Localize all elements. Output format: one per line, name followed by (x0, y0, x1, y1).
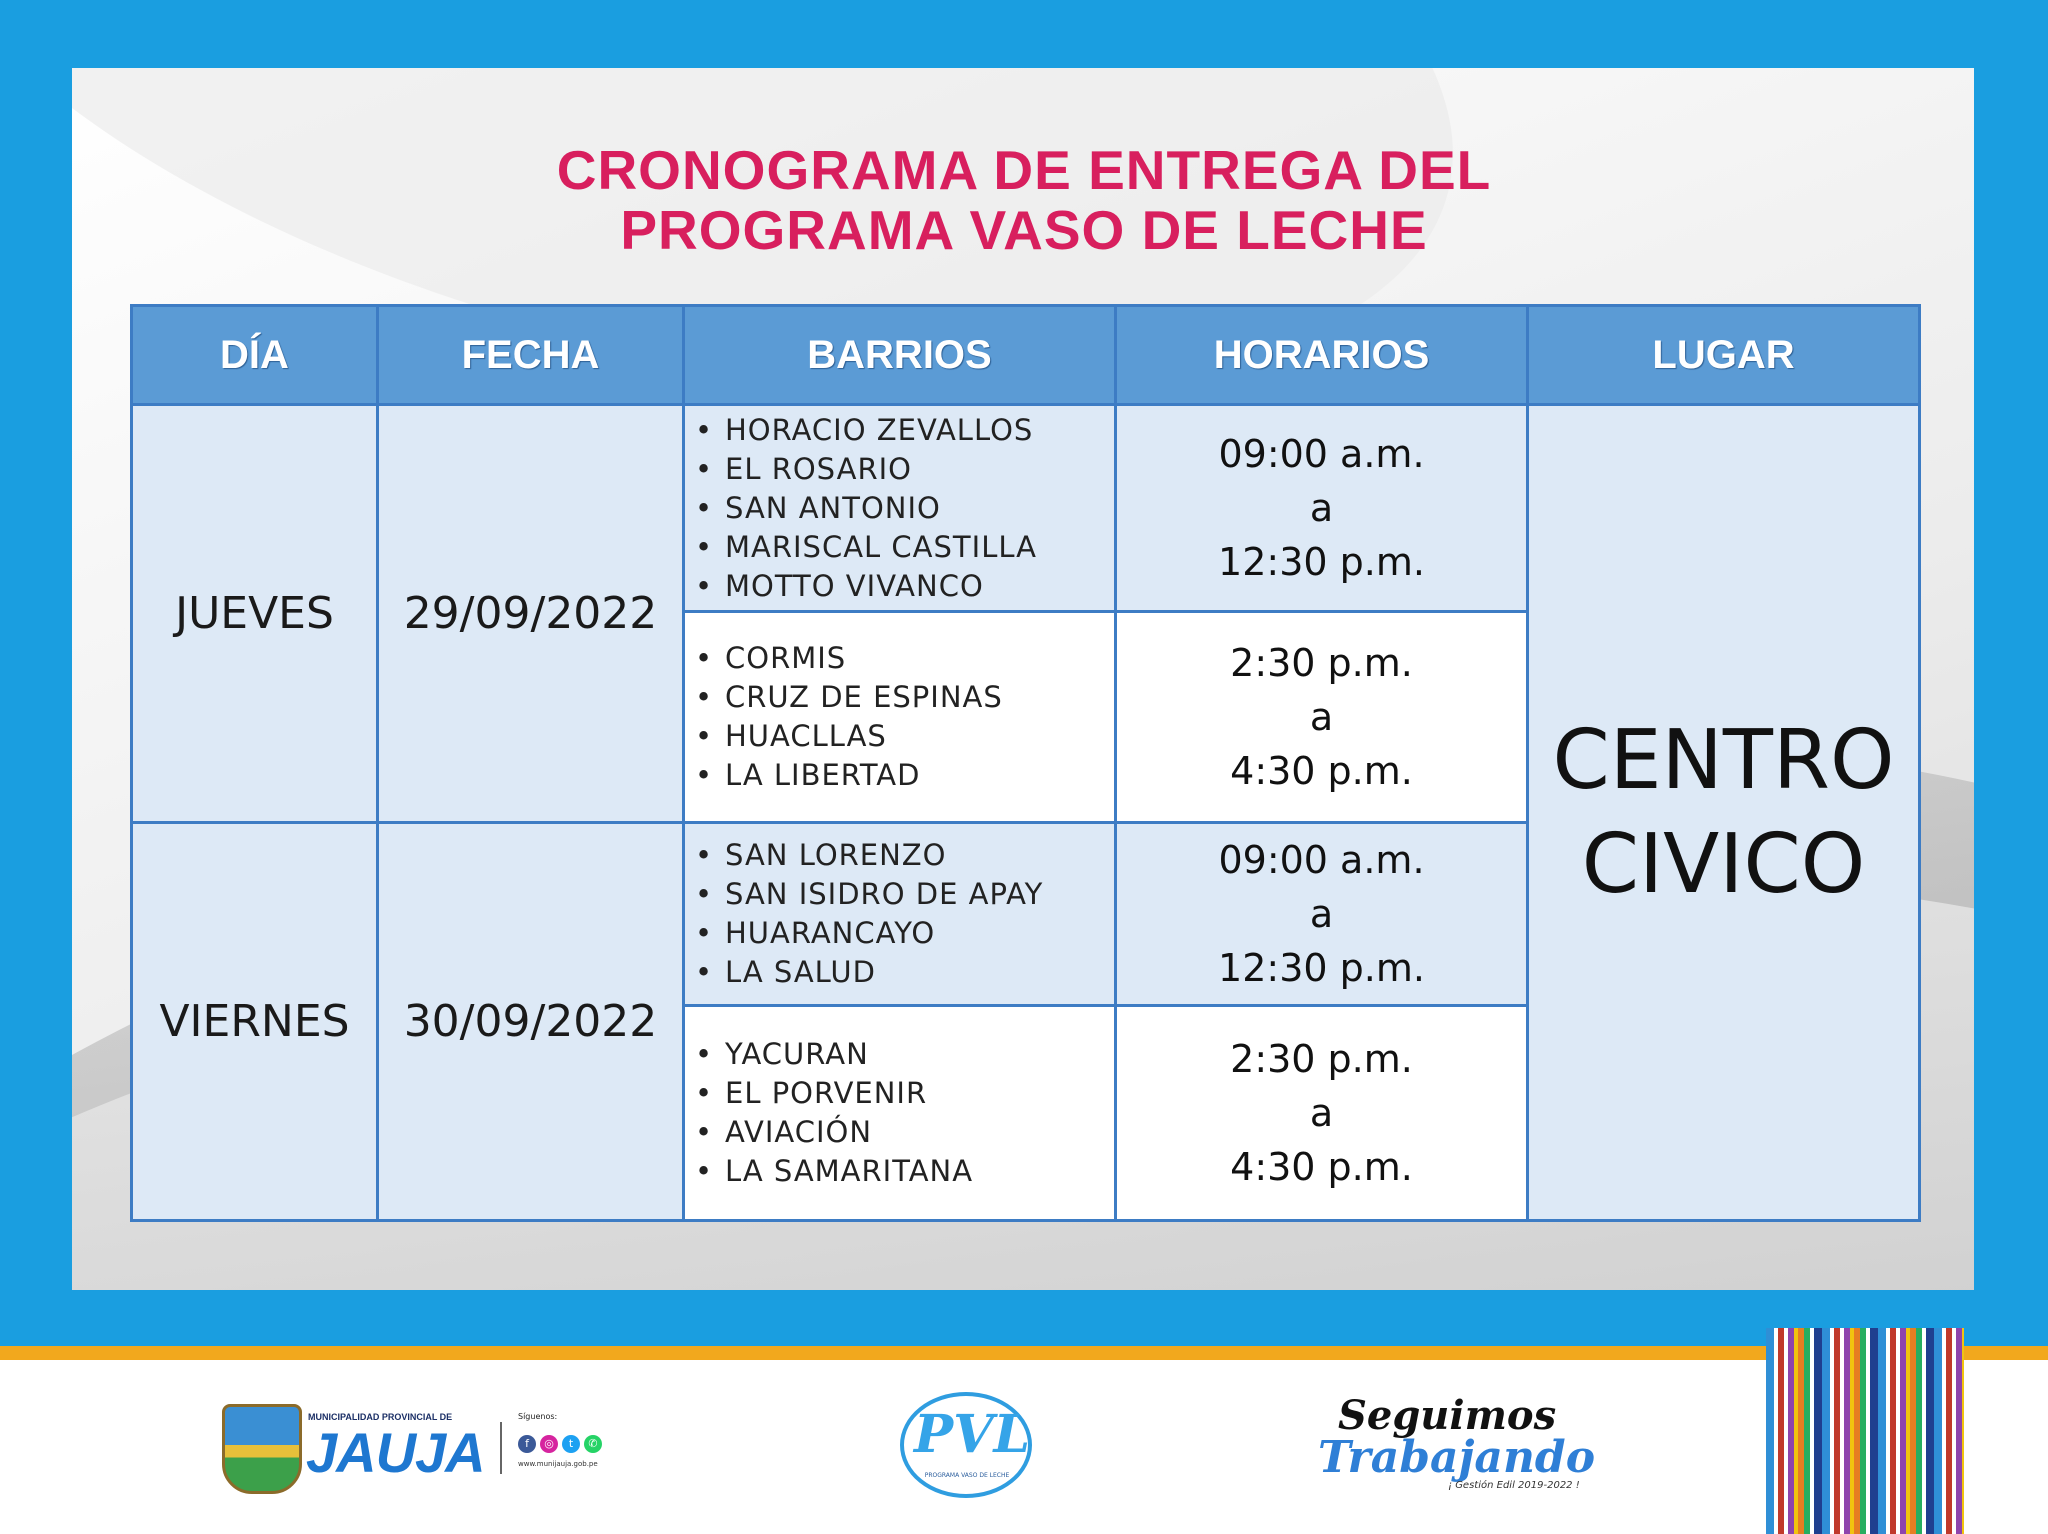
barrios-cell (684, 612, 1116, 823)
pvl-subtitle: PROGRAMA VASO DE LECHE (924, 1472, 1010, 1479)
barrios-cell (684, 823, 1116, 1006)
municipalidad-logo (222, 1398, 622, 1490)
header-dia: DÍA (132, 306, 378, 405)
barrios-list (685, 411, 1114, 606)
list-item: • EL PORVENIR (725, 1074, 1114, 1113)
seguimos-text: Seguimos (1338, 1392, 1557, 1439)
horario-from: 2:30 p.m. (1230, 1036, 1413, 1081)
horario-cell (1116, 1005, 1528, 1220)
siguenos-label: Síguenos: (518, 1412, 558, 1421)
list-item: • LA LIBERTAD (725, 756, 1114, 795)
barrios-list (685, 1035, 1114, 1191)
facebook-icon[interactable]: f (518, 1435, 536, 1453)
list-item: • SAN ISIDRO DE APAY (725, 875, 1114, 914)
header-fecha: FECHA (378, 306, 684, 405)
horario-cell (1116, 405, 1528, 612)
list-item: • MARISCAL CASTILLA (725, 528, 1114, 567)
horario-cell (1116, 823, 1528, 1006)
date-cell: 29/09/2022 (378, 405, 684, 823)
list-item: • HORACIO ZEVALLOS (725, 411, 1114, 450)
day-cell: VIERNES (132, 823, 378, 1221)
list-item: • HUACLLAS (725, 717, 1114, 756)
jauja-wordmark: JAUJA (306, 1421, 485, 1484)
list-item: • CRUZ DE ESPINAS (725, 678, 1114, 717)
page-title-line1: CRONOGRAMA DE ENTREGA DEL (556, 139, 1492, 201)
jauja-crest-icon (222, 1404, 302, 1494)
municipalidad-label: MUNICIPALIDAD PROVINCIAL DE (308, 1412, 453, 1422)
table-row (132, 405, 1920, 612)
website-link[interactable]: www.munijauja.gob.pe (518, 1460, 598, 1468)
list-item: • CORMIS (725, 639, 1114, 678)
horario-sep: a (1309, 486, 1334, 530)
barrios-cell (684, 405, 1116, 612)
whatsapp-icon[interactable]: ✆ (584, 1435, 602, 1453)
gestion-text: ¡ Gestión Edil 2019-2022 ! (1448, 1480, 1580, 1491)
pvl-logo (900, 1392, 1030, 1496)
list-item: • YACURAN (725, 1035, 1114, 1074)
horario-to: 12:30 p.m. (1218, 540, 1425, 584)
barrios-list (685, 836, 1114, 992)
twitter-icon[interactable]: t (562, 1435, 580, 1453)
list-item: • LA SALUD (725, 953, 1114, 992)
horario-sep: a (1309, 695, 1334, 740)
table-header-row (132, 306, 1920, 405)
trabajando-text: Trabajando (1318, 1432, 1596, 1483)
horario-to: 12:30 p.m. (1218, 945, 1425, 990)
list-item: • SAN ANTONIO (725, 489, 1114, 528)
header-horarios: HORARIOS (1116, 306, 1528, 405)
list-item: • EL ROSARIO (725, 450, 1114, 489)
horario-from: 2:30 p.m. (1230, 641, 1413, 686)
list-item: • AVIACIÓN (725, 1113, 1114, 1152)
page-title-line2: PROGRAMA VASO DE LECHE (620, 199, 1428, 261)
seguimos-trabajando-logo (1318, 1392, 1596, 1492)
list-item: • SAN LORENZO (725, 836, 1114, 875)
list-item: • LA SAMARITANA (725, 1152, 1114, 1191)
instagram-icon[interactable]: ◎ (540, 1435, 558, 1453)
header-barrios: BARRIOS (684, 306, 1116, 405)
lugar-cell (1528, 405, 1920, 1221)
header-lugar: LUGAR (1528, 306, 1920, 405)
list-item: • MOTTO VIVANCO (725, 567, 1114, 606)
day-cell: JUEVES (132, 405, 378, 823)
horario-cell (1116, 612, 1528, 823)
horario-sep: a (1309, 1090, 1334, 1135)
horario-to: 4:30 p.m. (1230, 749, 1413, 794)
textile-pattern-decoration (1766, 1328, 1964, 1534)
footer-accent-stripe (0, 1346, 2048, 1360)
pvl-wordmark: PVL (914, 1404, 1031, 1465)
lugar-line1: CENTRO (1552, 712, 1895, 808)
horario-sep: a (1309, 891, 1334, 936)
lugar-line2: CIVICO (1581, 816, 1866, 912)
social-icons (518, 1432, 606, 1453)
horario-from: 09:00 a.m. (1218, 837, 1425, 882)
horario-to: 4:30 p.m. (1230, 1144, 1413, 1189)
barrios-list (685, 639, 1114, 795)
logo-divider (500, 1422, 502, 1474)
list-item: • HUARANCAYO (725, 914, 1114, 953)
schedule-table (130, 304, 1921, 1222)
horario-from: 09:00 a.m. (1218, 432, 1425, 476)
date-cell: 30/09/2022 (378, 823, 684, 1221)
barrios-cell (684, 1005, 1116, 1220)
